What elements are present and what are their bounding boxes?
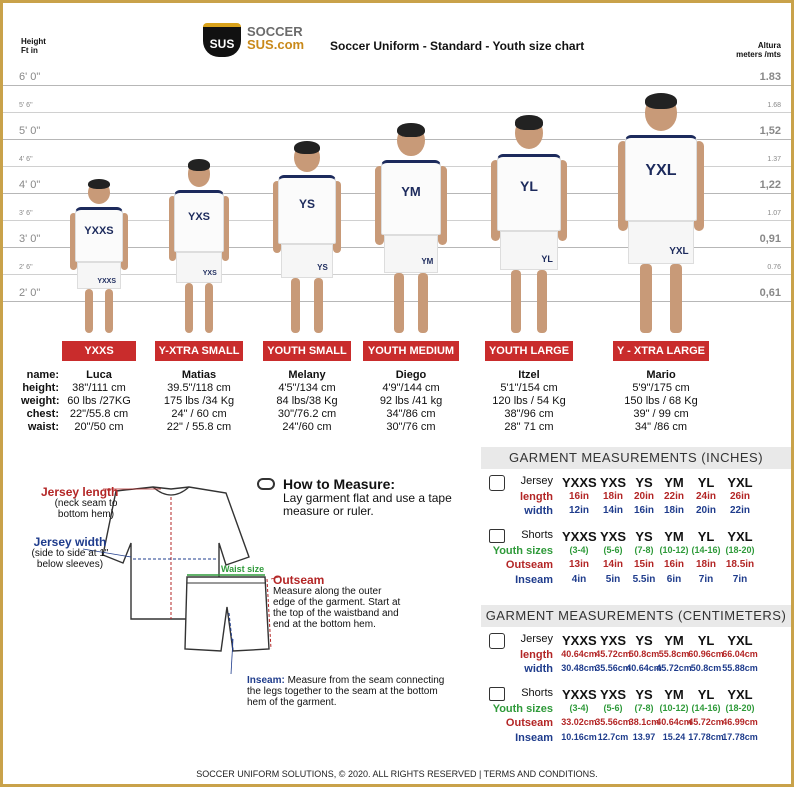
shorts-size-label: Shorts <box>521 687 553 699</box>
jersey-size-cell: YL <box>697 475 715 490</box>
jersey-width-title: Jersey width <box>33 535 107 549</box>
jersey-length-label: length <box>520 649 553 661</box>
shorts-size-cell: YL <box>697 687 715 702</box>
kid-leg <box>537 270 548 333</box>
kid-name: Luca <box>86 369 112 381</box>
jersey-length-cell: 26in <box>729 491 750 502</box>
size-badge: Y-XTRA SMALL <box>155 341 243 361</box>
jersey-length-cell: 45.72cm <box>595 649 631 659</box>
kid-jersey: YXL <box>625 135 697 221</box>
outseam-cell: 15in <box>633 559 654 570</box>
kid-leg <box>205 283 213 333</box>
inseam-cell: 15.24 <box>662 732 686 742</box>
kid-hair <box>645 93 678 109</box>
kid-jersey: YS <box>278 175 335 243</box>
kid-info-column <box>606 369 716 434</box>
jersey-width-cell: 12in <box>568 505 589 516</box>
page-title: Soccer Uniform - Standard - Youth size chart <box>330 39 585 53</box>
info-label-waist: waist: <box>27 421 59 433</box>
scale-ft-label: 2' 6" <box>19 264 33 271</box>
shorts-size-cell: YXL <box>727 529 753 544</box>
jersey-length-title: Jersey length <box>41 485 119 499</box>
kid-name: Mario <box>646 369 676 381</box>
scale-m-label: 0,61 <box>759 287 781 299</box>
shorts-size-cell: YXL <box>727 687 753 702</box>
shorts-size-cell: YXXS <box>562 529 597 544</box>
jersey-length-cell: 24in <box>695 491 716 502</box>
jersey-size-cell: YM <box>664 633 684 648</box>
inseam-cell: 5.5in <box>632 574 656 585</box>
inseam-title: Inseam: <box>247 675 285 686</box>
outseam-cell: 13in <box>568 559 589 570</box>
ft-in-label: Ft in <box>21 46 38 55</box>
shorts-size-cell: YS <box>635 529 653 544</box>
jersey-width-cell: 50.8cm <box>690 663 722 673</box>
jersey-length-cell: 16in <box>568 491 589 502</box>
kid-hair <box>294 141 320 154</box>
shorts-size-label: Shorts <box>521 529 553 541</box>
outseam-cell: 35.56cm <box>595 717 631 727</box>
meters-label: meters /mts <box>736 50 781 59</box>
kid-figure <box>618 95 704 333</box>
outseam-desc: Measure along the outer edge of the garment. Start at the top of the waistband and end at the bottom hem. <box>273 586 401 630</box>
kid-leg <box>105 289 113 333</box>
youth-size-label: Youth sizes <box>492 545 553 557</box>
scale-ft-label: 4' 0" <box>19 179 41 191</box>
youth-size-cell: (5-6) <box>603 545 623 555</box>
kid-leg <box>511 270 522 333</box>
jersey-size-cell: YS <box>635 633 653 648</box>
jersey-size-cell: YXS <box>599 475 626 490</box>
logo-line-1: SOCCER <box>247 24 303 39</box>
kid-leg <box>394 273 404 333</box>
jersey-length-cell: 60.96cm <box>688 649 724 659</box>
panel-title: GARMENT MEASUREMENTS (INCHES) <box>481 447 791 469</box>
kid-hair <box>515 115 544 130</box>
jersey-length-cell: 55.8cm <box>658 649 690 659</box>
kid-name: Melany <box>288 369 326 381</box>
kid-waist: 30"/76 cm <box>386 421 436 433</box>
inseam-cell: 5in <box>605 574 621 585</box>
jersey-size-label: Jersey <box>520 475 553 487</box>
logo <box>203 23 315 57</box>
scale-ft-label: 5' 0" <box>19 125 41 137</box>
outseam-cell: 18in <box>695 559 716 570</box>
jersey-width-cell: 16in <box>633 505 654 516</box>
scale-m-label: 0,91 <box>759 233 781 245</box>
kid-weight: 150 lbs / 68 Kg <box>624 395 698 407</box>
jersey-size-cell: YL <box>697 633 715 648</box>
kid-weight: 84 lbs/38 Kg <box>276 395 338 407</box>
youth-size-cell: (18-20) <box>725 545 755 555</box>
kid-jersey: YL <box>497 154 561 232</box>
logo-line-2: SUS.com <box>247 37 305 52</box>
kid-weight: 92 lbs /41 kg <box>379 395 443 407</box>
inseam-cell: 12.7cm <box>597 732 629 742</box>
size-badge: YOUTH MEDIUM <box>363 341 459 361</box>
kid-waist: 24"/60 cm <box>282 421 332 433</box>
outseam-cell: 14in <box>602 559 623 570</box>
measurements-cm-panel <box>481 605 791 755</box>
kid-figure <box>273 143 341 333</box>
jersey-width-cell: 30.48cm <box>561 663 597 673</box>
height-ft-header <box>21 37 46 55</box>
inseam-cell: 13.97 <box>632 732 656 742</box>
kid-figure <box>375 125 447 333</box>
jersey-width-cell: 45.72cm <box>656 663 692 673</box>
jersey-length-label: length <box>520 491 553 503</box>
altura-header <box>736 41 781 59</box>
shorts-size-cell: YS <box>635 687 653 702</box>
jersey-width-label: width <box>524 663 553 675</box>
kid-leg <box>418 273 428 333</box>
kid-jersey: YXXS <box>75 207 124 262</box>
kid-chest: 39" / 99 cm <box>633 408 689 420</box>
how-to-measure <box>257 476 467 518</box>
jersey-length-cell: 20in <box>633 491 654 502</box>
info-label-height: height: <box>22 382 59 394</box>
jersey-size-cell: YXL <box>727 633 753 648</box>
inseam-label: Inseam <box>515 574 553 586</box>
info-label-chest: chest: <box>26 408 59 420</box>
kid-info-column <box>356 369 466 434</box>
inseam-cell: 17.78cm <box>722 732 758 742</box>
how-to-measure-title: How to Measure: <box>283 476 396 492</box>
jersey-size-cell: YM <box>664 475 684 490</box>
how-to-measure-desc: Lay garment flat and use a tape measure or ruler. <box>283 491 452 518</box>
youth-size-label: Youth sizes <box>492 703 553 715</box>
kid-chest: 22"/55.8 cm <box>69 408 129 420</box>
kid-shorts: YXXS <box>77 262 121 289</box>
kid-height: 39.5"/118 cm <box>167 382 231 394</box>
jersey-length-note <box>41 487 131 520</box>
waist-size-label: Waist size <box>221 564 265 574</box>
kid-height: 5'1"/154 cm <box>500 382 558 394</box>
kid-info-column <box>144 369 254 434</box>
kid-figure <box>491 117 567 333</box>
inseam-note <box>247 675 447 708</box>
kid-leg <box>85 289 93 333</box>
scale-ft-label: 5' 6" <box>19 102 33 109</box>
outseam-cell: 38.1cm <box>628 717 660 727</box>
scale-m-label: 1.37 <box>767 156 781 163</box>
kid-chest: 38"/96 cm <box>504 408 554 420</box>
kid-waist: 28" 71 cm <box>504 421 554 433</box>
youth-size-cell: (10-12) <box>659 703 689 713</box>
outseam-cell: 33.02cm <box>561 717 597 727</box>
outseam-title: Outseam <box>273 573 325 587</box>
size-badge: YOUTH LARGE <box>485 341 573 361</box>
kid-leg <box>314 278 324 333</box>
size-badge: YOUTH SMALL <box>263 341 351 361</box>
inseam-cell: 6in <box>666 574 682 585</box>
jersey-size-label: Jersey <box>520 633 553 645</box>
info-label-name: name: <box>26 369 59 381</box>
height-label: Height <box>21 37 46 46</box>
scale-m-label: 1,52 <box>759 125 781 137</box>
kid-leg <box>670 264 682 333</box>
kid-chest: 34"/86 cm <box>386 408 436 420</box>
inseam-cell: 10.16cm <box>561 732 597 742</box>
kid-name: Matias <box>181 369 217 381</box>
shorts-size-cell: YM <box>664 687 684 702</box>
shorts-size-cell: YXS <box>599 687 626 702</box>
scale-ft-label: 2' 0" <box>19 287 41 299</box>
youth-size-cell: (7-8) <box>634 703 654 713</box>
inseam-cell: 4in <box>571 574 587 585</box>
shorts-size-cell: YM <box>664 529 684 544</box>
kid-shorts: YXS <box>176 252 222 283</box>
kid-chest: 24" / 60 cm <box>171 408 227 420</box>
kid-hair <box>88 179 110 189</box>
jersey-width-cell: 55.88cm <box>722 663 758 673</box>
kid-waist: 20"/50 cm <box>74 421 124 433</box>
scale-ft-label: 4' 6" <box>19 156 33 163</box>
jersey-size-cell: YXS <box>599 633 626 648</box>
kid-weight: 120 lbs / 54 Kg <box>492 395 566 407</box>
size-badge: Y - XTRA LARGE <box>613 341 709 361</box>
kid-leg <box>640 264 652 333</box>
youth-size-cell: (3-4) <box>569 703 589 713</box>
size-badge: YXXS <box>62 341 136 361</box>
kid-jersey: YM <box>381 160 441 235</box>
inseam-desc: Measure from the seam connecting the legs together to the seam at the bottom hem of the garment. <box>247 675 445 708</box>
jersey-length-cell: 22in <box>663 491 684 502</box>
jersey-width-label: width <box>524 505 553 517</box>
kid-chest: 30"/76.2 cm <box>277 408 337 420</box>
kid-figure <box>169 161 229 333</box>
jersey-length-cell: 18in <box>602 491 623 502</box>
kid-weight: 60 lbs /27KG <box>67 395 131 407</box>
kid-height: 5'9"/175 cm <box>632 382 690 394</box>
altura-label: Altura <box>757 41 781 50</box>
outseam-label: Outseam <box>505 717 553 729</box>
jersey-width-cell: 14in <box>602 505 623 516</box>
youth-size-cell: (10-12) <box>659 545 689 555</box>
youth-size-cell: (14-16) <box>691 703 721 713</box>
jersey-length-desc: (neck seam to bottom hem) <box>54 498 118 520</box>
jersey-width-cell: 35.56cm <box>595 663 631 673</box>
jersey-size-cell: YS <box>635 475 653 490</box>
jersey-size-cell: YXXS <box>562 633 597 648</box>
youth-size-cell: (3-4) <box>569 545 589 555</box>
outseam-cell: 46.99cm <box>722 717 758 727</box>
jersey-length-cell: 66.04cm <box>722 649 758 659</box>
scale-ft-label: 3' 6" <box>19 210 33 217</box>
inseam-cell: 17.78cm <box>688 732 724 742</box>
kid-shorts: YM <box>384 235 439 272</box>
jersey-length-cell: 50.8cm <box>628 649 660 659</box>
youth-size-cell: (18-20) <box>725 703 755 713</box>
jersey-size-cell: YXL <box>727 475 753 490</box>
scale-m-label: 1,22 <box>759 179 781 191</box>
kid-info-column <box>474 369 584 434</box>
scale-m-label: 1.68 <box>767 102 781 109</box>
kid-jersey: YXS <box>174 190 224 252</box>
kid-figure <box>70 181 128 333</box>
jersey-size-cell: YXXS <box>562 475 597 490</box>
kid-waist: 34" /86 cm <box>634 421 688 433</box>
kid-info-column <box>44 369 154 434</box>
tape-measure-icon <box>257 478 275 490</box>
kid-hair <box>397 123 424 137</box>
outseam-label: Outseam <box>505 559 553 571</box>
kid-hair <box>188 159 211 171</box>
jersey-length-cell: 40.64cm <box>561 649 597 659</box>
inseam-label: Inseam <box>515 732 553 744</box>
scale-line <box>3 85 791 86</box>
jersey-width-cell: 18in <box>663 505 684 516</box>
kid-info-column <box>252 369 362 434</box>
kid-leg <box>185 283 193 333</box>
scale-ft-label: 6' 0" <box>19 71 41 83</box>
outseam-note <box>273 575 403 630</box>
logo-shield-icon: SUS <box>203 23 241 57</box>
youth-size-cell: (7-8) <box>634 545 654 555</box>
kid-height: 4'5"/134 cm <box>278 382 336 394</box>
kid-shorts: YXL <box>628 221 693 264</box>
youth-size-cell: (14-16) <box>691 545 721 555</box>
outseam-cell: 45.72cm <box>688 717 724 727</box>
kid-shorts: YS <box>281 244 333 278</box>
outseam-cell: 18.5in <box>725 559 755 570</box>
kid-weight: 175 lbs /34 Kg <box>163 395 235 407</box>
jersey-width-cell: 20in <box>695 505 716 516</box>
scale-m-label: 0.76 <box>767 264 781 271</box>
inseam-cell: 7in <box>732 574 748 585</box>
inseam-cell: 7in <box>698 574 714 585</box>
footer: SOCCER UNIFORM SOLUTIONS, © 2020. ALL RIGHTS RESERVED | TERMS AND CONDITIONS. <box>196 769 598 779</box>
shorts-size-cell: YL <box>697 529 715 544</box>
kid-name: Diego <box>395 369 427 381</box>
jersey-width-note <box>25 537 115 570</box>
scale-m-label: 1.83 <box>759 71 781 83</box>
shorts-size-cell: YXXS <box>562 687 597 702</box>
panel-title: GARMENT MEASUREMENTS (CENTIMETERS) <box>481 605 791 627</box>
outseam-cell: 16in <box>663 559 684 570</box>
measurements-inches-panel <box>481 447 791 597</box>
youth-size-cell: (5-6) <box>603 703 623 713</box>
kid-height: 4'9"/144 cm <box>382 382 440 394</box>
kid-name: Itzel <box>518 369 540 381</box>
jersey-width-cell: 22in <box>729 505 750 516</box>
logo-wordmark <box>247 25 304 51</box>
shorts-size-cell: YXS <box>599 529 626 544</box>
scale-m-label: 1.07 <box>767 210 781 217</box>
scale-ft-label: 3' 0" <box>19 233 41 245</box>
kid-waist: 22" / 55.8 cm <box>166 421 232 433</box>
outseam-cell: 40.64cm <box>656 717 692 727</box>
kid-shorts: YL <box>500 231 558 270</box>
kid-leg <box>291 278 301 333</box>
jersey-width-cell: 40.64cm <box>626 663 662 673</box>
kid-height: 38"/111 cm <box>72 382 126 394</box>
jersey-width-desc: (side to side at 1" below sleeves) <box>31 548 109 570</box>
info-label-weight: weight: <box>21 395 60 407</box>
